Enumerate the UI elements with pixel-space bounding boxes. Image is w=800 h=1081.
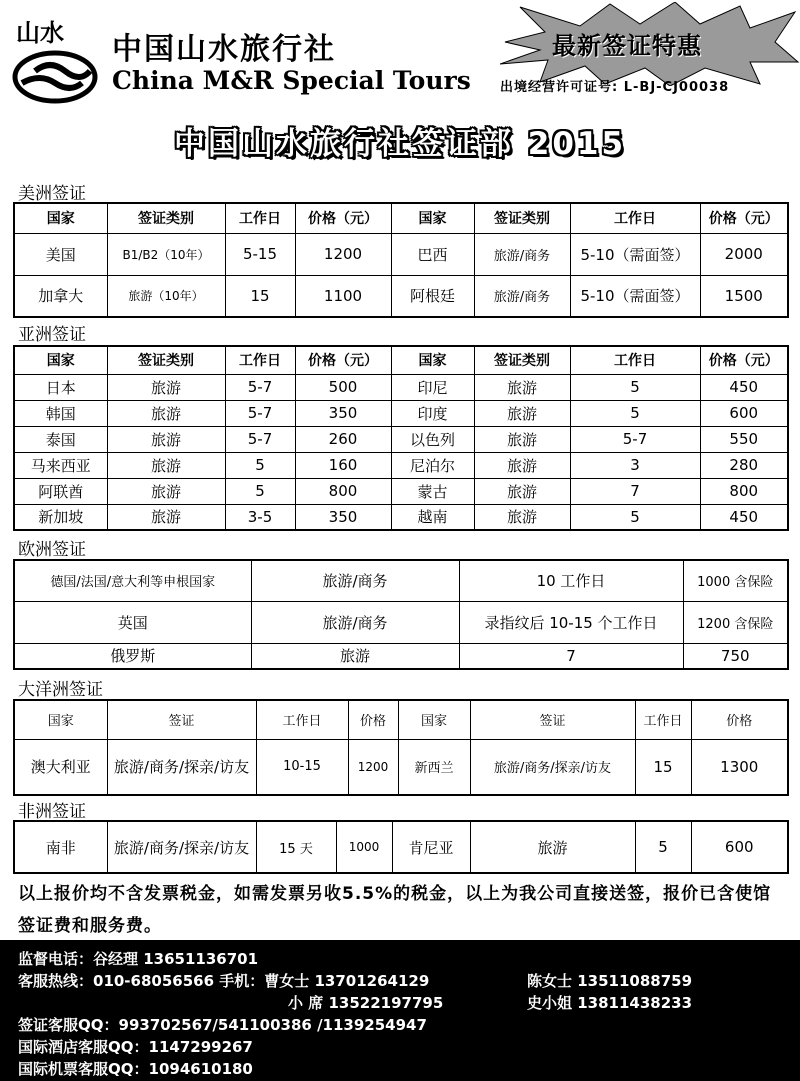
contact-chen: 陈女士 13511088759 [527, 972, 693, 990]
table-cell: 巴西 [391, 233, 474, 275]
oceania-table [13, 699, 789, 796]
section-label-africa: 非洲签证 [18, 802, 86, 822]
table-row [14, 478, 788, 504]
table-cell: 尼泊尔 [391, 452, 474, 478]
contact-footer [0, 940, 800, 1081]
table-cell: 750 [683, 643, 788, 669]
table-cell: 新西兰 [398, 739, 470, 795]
header-cell: 工作日 [635, 700, 691, 739]
table-cell: 7 [459, 643, 683, 669]
table-cell: 800 [295, 478, 391, 504]
table-row [14, 739, 788, 795]
table-cell: 10 工作日 [459, 560, 683, 601]
table-cell: 加拿大 [14, 275, 107, 317]
table-cell: 旅游 [107, 478, 225, 504]
table-cell: 旅游 [474, 452, 570, 478]
header-cell: 价格（元） [700, 203, 788, 233]
header-cell: 价格（元） [295, 346, 391, 374]
table-cell: 澳大利亚 [14, 739, 107, 795]
table-row [14, 452, 788, 478]
table-cell: 5-7 [225, 374, 295, 400]
table-cell: 5-7 [570, 426, 700, 452]
table-cell: 录指纹后 10-15 个工作日 [459, 601, 683, 643]
table-cell: 旅游 [107, 504, 225, 530]
header-cell: 国家 [391, 203, 474, 233]
table-cell: 450 [700, 374, 788, 400]
section-label-americas: 美洲签证 [18, 184, 86, 204]
europe-table [13, 559, 789, 670]
africa-table [13, 820, 789, 874]
header-cell: 价格 [691, 700, 788, 739]
table-cell: 260 [295, 426, 391, 452]
table-cell: 1000 [336, 821, 392, 873]
table-cell: 旅游/商务/探亲/访友 [107, 739, 256, 795]
table-cell: 俄罗斯 [14, 643, 251, 669]
header-cell: 国家 [14, 700, 107, 739]
section-label-europe: 欧洲签证 [18, 540, 86, 560]
table-cell: 德国/法国/意大利等申根国家 [14, 560, 251, 601]
table-cell: 15 [635, 739, 691, 795]
table-cell: 旅游 [474, 426, 570, 452]
table-cell: 旅游/商务 [474, 275, 570, 317]
table-cell: 7 [570, 478, 700, 504]
header-cell: 国家 [391, 346, 474, 374]
table-cell: 280 [700, 452, 788, 478]
section-label-oceania: 大洋洲签证 [18, 680, 103, 700]
table-cell: 旅游 [474, 504, 570, 530]
header-cell: 签证 [470, 700, 635, 739]
table-cell: 5-10（需面签） [570, 275, 700, 317]
header-cell: 工作日 [225, 346, 295, 374]
table-header [14, 203, 788, 233]
table-cell: 旅游/商务 [474, 233, 570, 275]
table-cell: 旅游 [474, 374, 570, 400]
table-cell: 3 [570, 452, 700, 478]
company-logo [10, 15, 100, 105]
header-cell: 国家 [14, 203, 107, 233]
table-cell: 450 [700, 504, 788, 530]
visa-qq: 签证客服QQ：993702567/541100386 /1139254947 [18, 1016, 427, 1034]
table-row [14, 821, 788, 873]
table-cell: 南非 [14, 821, 107, 873]
table-cell: 阿根廷 [391, 275, 474, 317]
table-cell: 以色列 [391, 426, 474, 452]
table-header [14, 700, 788, 739]
table-row [14, 601, 788, 643]
header-cell: 国家 [398, 700, 470, 739]
table-cell: 350 [295, 504, 391, 530]
table-cell: 3-5 [225, 504, 295, 530]
header-cell: 价格（元） [295, 203, 391, 233]
table-cell: 英国 [14, 601, 251, 643]
logo-text: 山水 [16, 18, 64, 47]
table-cell: 旅游/商务 [251, 601, 459, 643]
table-cell: 1200 [348, 739, 398, 795]
table-cell: 旅游 [107, 400, 225, 426]
table-row [14, 233, 788, 275]
table-cell: B1/B2（10年） [107, 233, 225, 275]
page-title: 中国山水旅行社签证部 2015 [173, 126, 627, 162]
table-cell: 550 [700, 426, 788, 452]
header-cell: 国家 [14, 346, 107, 374]
table-row [14, 374, 788, 400]
table-cell: 旅游 [107, 452, 225, 478]
table-cell: 旅游 [474, 400, 570, 426]
table-cell: 马来西亚 [14, 452, 107, 478]
supervise-phone: 监督电话：谷经理 13651136701 [18, 950, 259, 968]
table-cell: 5 [570, 374, 700, 400]
table-row [14, 504, 788, 530]
table-cell: 旅游 [107, 426, 225, 452]
header-cell: 工作日 [570, 203, 700, 233]
header-cell: 工作日 [256, 700, 348, 739]
license-number: 出境经营许可证号: L-BJ-CJ00038 [500, 80, 730, 95]
table-cell: 5-10（需面签） [570, 233, 700, 275]
company-name-cn: 中国山水旅行社 [112, 32, 336, 67]
table-cell: 10-15 [256, 739, 348, 795]
table-cell: 5-7 [225, 400, 295, 426]
header-cell: 签证类别 [107, 346, 225, 374]
table-cell: 160 [295, 452, 391, 478]
header-cell: 签证类别 [474, 346, 570, 374]
table-cell: 新加坡 [14, 504, 107, 530]
header-cell: 签证类别 [474, 203, 570, 233]
header-cell: 签证 [107, 700, 256, 739]
table-cell: 旅游 [474, 478, 570, 504]
table-cell: 旅游 [470, 821, 635, 873]
table-cell: 2000 [700, 233, 788, 275]
table-row [14, 426, 788, 452]
table-row [14, 643, 788, 669]
table-cell: 旅游（10年） [107, 275, 225, 317]
table-cell: 800 [700, 478, 788, 504]
contact-shi: 史小姐 13811438233 [527, 994, 693, 1012]
table-cell: 肯尼亚 [392, 821, 470, 873]
table-cell: 600 [691, 821, 788, 873]
americas-table [13, 202, 789, 318]
table-row [14, 400, 788, 426]
price-note: 以上报价均不含发票税金，如需发票另收5.5%的税金，以上为我公司直接送签，报价已含使馆签证费和服务费。 [18, 884, 772, 936]
hotel-qq: 国际酒店客服QQ：1147299267 [18, 1038, 253, 1056]
table-cell: 5 [225, 478, 295, 504]
table-row [14, 560, 788, 601]
header-cell: 价格 [348, 700, 398, 739]
table-cell: 印度 [391, 400, 474, 426]
promo-banner: 最新签证特惠 [552, 32, 702, 60]
table-cell: 500 [295, 374, 391, 400]
company-name-en: China M&R Special Tours [112, 66, 471, 95]
table-cell: 旅游 [107, 374, 225, 400]
header-cell: 工作日 [225, 203, 295, 233]
table-cell: 韩国 [14, 400, 107, 426]
table-cell: 5 [570, 400, 700, 426]
table-cell: 350 [295, 400, 391, 426]
table-cell: 5-7 [225, 426, 295, 452]
hotline: 客服热线：010-68056566 手机：曹女士 13701264129 [18, 972, 430, 990]
header-cell: 签证类别 [107, 203, 225, 233]
section-label-asia: 亚洲签证 [18, 325, 86, 345]
table-cell: 1300 [691, 739, 788, 795]
table-cell: 旅游/商务/探亲/访友 [107, 821, 256, 873]
air-qq: 国际机票客服QQ：1094610180 [18, 1060, 253, 1078]
table-cell: 旅游/商务/探亲/访友 [470, 739, 635, 795]
table-cell: 越南 [391, 504, 474, 530]
table-cell: 1000 含保险 [683, 560, 788, 601]
table-cell: 600 [700, 400, 788, 426]
table-cell: 美国 [14, 233, 107, 275]
table-cell: 15 天 [256, 821, 336, 873]
table-header [14, 346, 788, 374]
table-cell: 1200 [295, 233, 391, 275]
table-cell: 5 [635, 821, 691, 873]
table-cell: 蒙古 [391, 478, 474, 504]
table-cell: 5 [225, 452, 295, 478]
table-cell: 旅游 [251, 643, 459, 669]
table-cell: 印尼 [391, 374, 474, 400]
table-row [14, 275, 788, 317]
table-cell: 5 [570, 504, 700, 530]
header-cell: 价格（元） [700, 346, 788, 374]
table-cell: 15 [225, 275, 295, 317]
table-cell: 1200 含保险 [683, 601, 788, 643]
contact-xiao: 小 席 13522197795 [288, 994, 444, 1012]
table-cell: 泰国 [14, 426, 107, 452]
table-cell: 日本 [14, 374, 107, 400]
header-cell: 工作日 [570, 346, 700, 374]
table-cell: 1500 [700, 275, 788, 317]
table-cell: 旅游/商务 [251, 560, 459, 601]
table-cell: 阿联酋 [14, 478, 107, 504]
asia-table [13, 345, 789, 531]
table-cell: 1100 [295, 275, 391, 317]
table-cell: 5-15 [225, 233, 295, 275]
